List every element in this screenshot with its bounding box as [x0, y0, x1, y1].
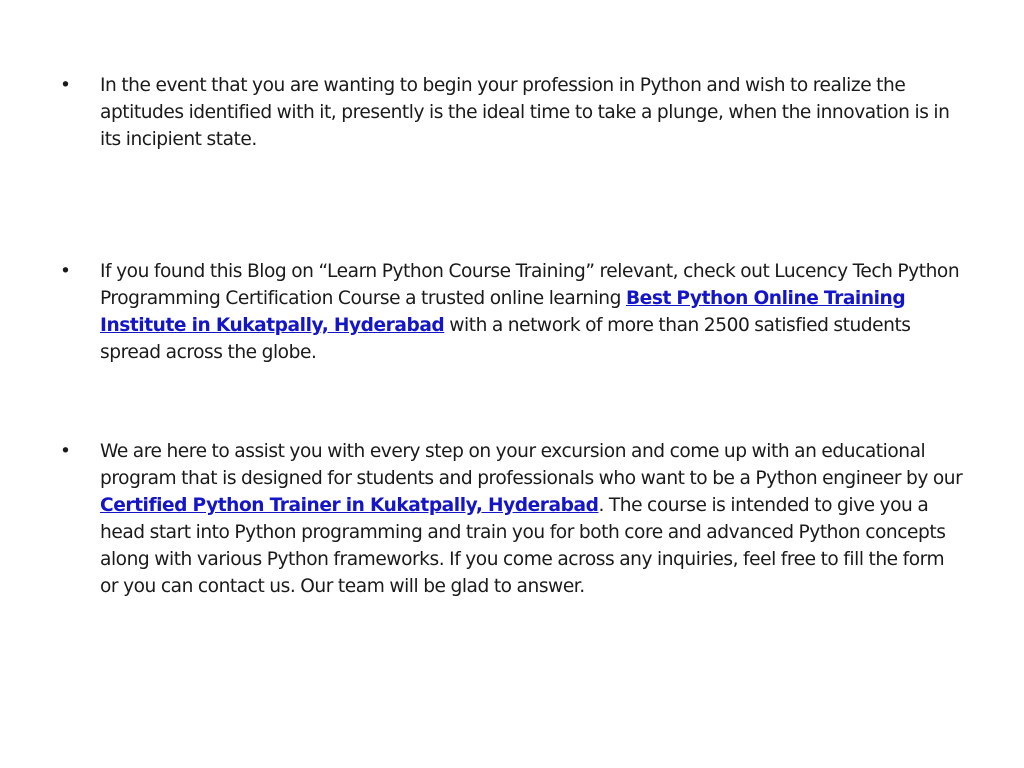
- bullet-dot-icon: •: [60, 441, 71, 462]
- bullet-dot-icon: •: [60, 75, 71, 96]
- bullet-text-after-link: with a network of more than 2500 satisfied students spread across the globe.: [100, 315, 911, 363]
- bullet-text: [100, 438, 965, 600]
- bullet-item-career: [60, 72, 965, 153]
- bullet-item-assist: [60, 438, 965, 600]
- bullet-text-body: In the event that you are wanting to begin your profession in Python and wish to realize the aptitudes identified with it, presently is the ideal time to take a plunge, when the innovation is in its incipient state.: [100, 75, 950, 150]
- bullet-text: [100, 72, 965, 153]
- bullet-text: [100, 258, 965, 366]
- bullet-item-blog: [60, 258, 965, 366]
- best-python-online-training-link[interactable]: Best Python Online Training Institute in Kukatpally, Hyderabad: [100, 288, 906, 336]
- certified-python-trainer-link[interactable]: Certified Python Trainer in Kukatpally, Hyderabad: [100, 495, 599, 516]
- bullet-text-before-link: We are here to assist you with every step on your excursion and come up with an educational program that is designed for students and professionals who want to be a Python engineer by our: [100, 441, 963, 489]
- bullet-text-before-link: If you found this Blog on “Learn Python Course Training” relevant, check out Lucency Tech Python Programming Certification Course a trusted online learning: [100, 261, 960, 309]
- bullet-dot-icon: •: [60, 261, 71, 282]
- bullet-text-after-link: . The course is intended to give you a head start into Python programming and train you for both core and advanced Python concepts along with various Python frameworks. If you come across any inquiries, feel free to fill the form or you can contact us. Our team will be glad to answer.: [100, 495, 946, 597]
